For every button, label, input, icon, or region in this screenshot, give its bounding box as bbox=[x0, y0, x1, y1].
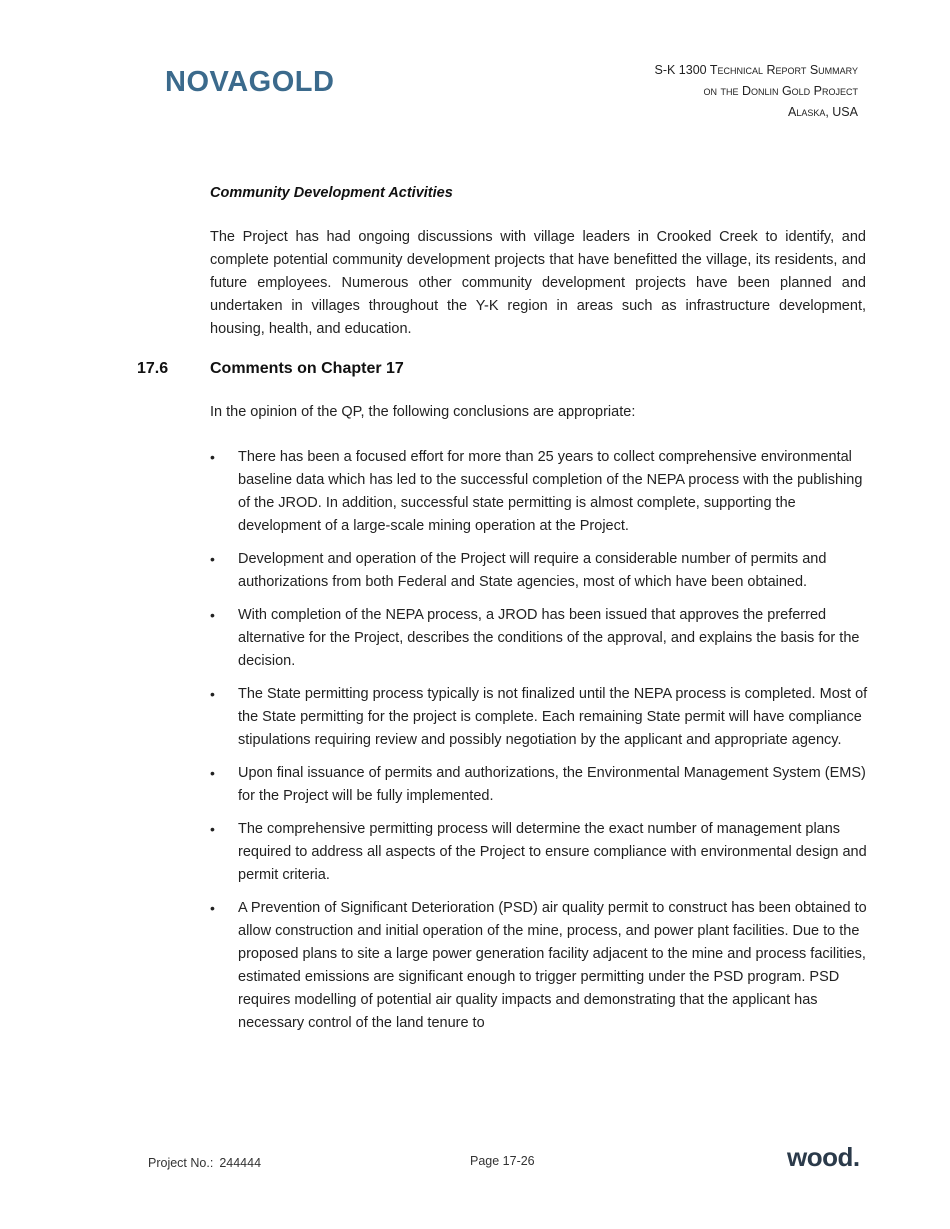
bullet-icon: • bbox=[210, 821, 215, 837]
list-item bbox=[210, 604, 870, 673]
list-item-text: Upon final issuance of permits and authorizations, the Environmental Management System (EMS) for the Project will be fully implemented. bbox=[238, 765, 866, 804]
conclusions-list bbox=[210, 446, 870, 1045]
report-title-line-1: S-K 1300 Technical Report Summary bbox=[654, 63, 858, 77]
novagold-logo-text: NOVAGOLD bbox=[165, 66, 335, 98]
list-item bbox=[210, 446, 870, 538]
list-item bbox=[210, 683, 870, 752]
report-title-line-3: Alaska, USA bbox=[787, 105, 858, 119]
list-item-text: With completion of the NEPA process, a JROD has been issued that approves the preferred alternative for the Project, describes the conditions of the approval, and explains the basis for the decision. bbox=[238, 607, 860, 669]
wood-logo: wood. bbox=[787, 1142, 860, 1172]
report-header bbox=[655, 60, 859, 123]
section-number: 17.6 bbox=[137, 360, 169, 377]
list-item-text: The State permitting process typically is not finalized until the NEPA process is completed. Most of the State permitting for the project is complete. Each remaining State permit will have compliance stipulations requiring review and possibly negotiation by the applicant and appropriate agency. bbox=[238, 686, 868, 748]
section-title: Comments on Chapter 17 bbox=[210, 360, 404, 377]
project-number-label: Project No.: bbox=[148, 1156, 214, 1170]
list-item-text: A Prevention of Significant Deterioration (PSD) air quality permit to construct has been obtained to allow construction and initial operation of the mine, process, and power plant facilities. Due to the proposed plans to site a large power generation facility adjacent to the mine and process facilities, estimated emissions are significant enough to trigger permitting under the PSD program. PSD requires modelling of potential air quality impacts and demonstrating that the applicant has necessary control of the land tenure to bbox=[238, 900, 867, 1031]
list-item bbox=[210, 818, 870, 887]
list-item-text: Development and operation of the Project will require a considerable number of permits and authorizations from both Federal and State agencies, most of which have been obtained. bbox=[238, 551, 827, 590]
report-title-line-2: on the Donlin Gold Project bbox=[703, 84, 858, 98]
community-development-paragraph: The Project has had ongoing discussions with village leaders in Crooked Creek to identify, and complete potential community development projects that have benefitted the village, its residents, and future employees. Numerous other community development projects have been planned and undertaken in villages throughout the Y-K region in areas such as infrastructure development, housing, health, and education. bbox=[210, 229, 866, 337]
bullet-icon: • bbox=[210, 607, 215, 623]
novagold-gold-triangle-icon bbox=[240, 67, 260, 95]
bullet-icon: • bbox=[210, 551, 215, 567]
footer-project-number bbox=[148, 1156, 261, 1170]
bullet-icon: • bbox=[210, 900, 215, 916]
bullet-icon: • bbox=[210, 686, 215, 702]
list-item-text: The comprehensive permitting process will determine the exact number of management plans required to address all aspects of the Project to ensure compliance with environmental design and permit criteria. bbox=[238, 821, 867, 883]
community-development-heading: Community Development Activities bbox=[210, 185, 453, 201]
list-item bbox=[210, 548, 870, 594]
bullet-icon: • bbox=[210, 449, 215, 465]
list-item bbox=[210, 897, 870, 1035]
list-item-text: There has been a focused effort for more than 25 years to collect comprehensive environmental baseline data which has led to the successful completion of the NEPA process with the publishing of the JROD. In addition, successful state permitting is almost complete, supporting the development of a large-scale mining operation at the Project. bbox=[238, 449, 863, 534]
section-intro: In the opinion of the QP, the following conclusions are appropriate: bbox=[210, 404, 636, 420]
project-number-value: 244444 bbox=[219, 1156, 262, 1170]
page-number: Page 17-26 bbox=[470, 1154, 535, 1168]
list-item bbox=[210, 762, 870, 808]
novagold-logo bbox=[165, 64, 341, 100]
bullet-icon: • bbox=[210, 765, 215, 781]
